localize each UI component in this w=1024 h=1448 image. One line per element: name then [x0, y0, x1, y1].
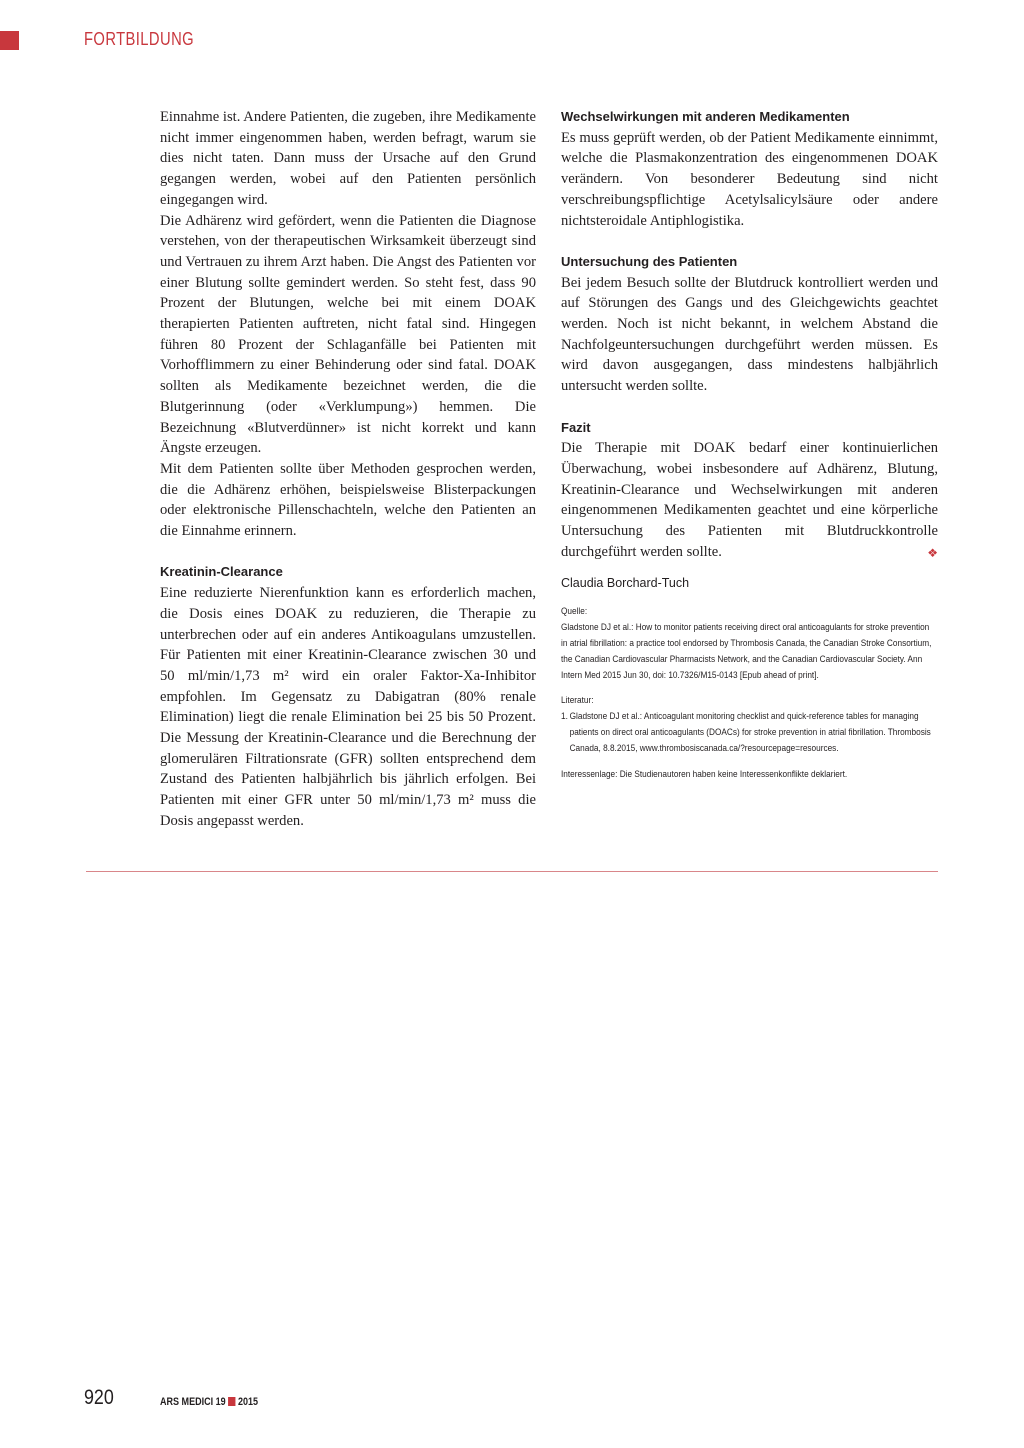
journal-year: 2015	[237, 1396, 259, 1408]
reference-item	[561, 709, 937, 756]
literature-label: Literatur:	[561, 695, 594, 707]
paragraph: Es muss geprüft werden, ob der Patient Medikamente einnimmt, welche die Plasmakonzentration des eingenommenen DOAK verändern. Von besonderer Bedeutung sind nicht verschreibungspflichtige Acetylsalicylsäure oder andere nichtsteroidale Antiphlogistika.	[561, 129, 938, 229]
paragraph: Bei jedem Besuch sollte der Blutdruck kontrolliert werden und auf Störungen des Gangs und des Gleichgewichts geachtet werden. Noch ist nicht bekannt, in welchem Abstand die Nachfolgeuntersuchungen durchgeführt werden müssen. Es wird davon ausgegangen, dass mindestens halbjährlich untersucht werden sollte.	[561, 274, 938, 395]
left-column	[160, 107, 536, 832]
divider	[86, 871, 938, 872]
author: Claudia Borchard-Tuch	[561, 576, 690, 591]
section-marker	[0, 31, 19, 50]
footer-square-icon	[228, 1397, 235, 1406]
conflict-of-interest: Interessenlage: Die Studienautoren haben keine Interessenkonflikte deklariert.	[561, 768, 848, 780]
subheading-fazit: Fazit	[561, 419, 591, 435]
right-column	[561, 107, 938, 782]
source-text: Gladstone DJ et al.: How to monitor patients receiving direct oral anticoagulants for stroke prevention in atrial fibrillation: a practice tool endorsed by Thrombosis Canada, the Canadian Stroke Consortium, the Canadian Cardiovascular Pharmacists Network, and the Canadian Cardiovascular Society. Ann Intern Med 2015 Jun 30, doi: 10.7326/M15-0143 [Epub ahead of print].	[561, 622, 932, 681]
reference-text: Gladstone DJ et al.: Anticoagulant monitoring checklist and quick-reference tables for managing patients on direct oral anticoagulants (DOACs) for stroke prevention in atrial fibrillation. Thrombosis Canada, 8.8.2015, www.thrombosiscanada.ca/?resourcepage=resources.	[569, 711, 931, 754]
paragraph: Die Adhärenz wird gefördert, wenn die Patienten die Diagnose verstehen, von der therapeutischen Wirksamkeit überzeugt sind und Vertrauen zu ihrem Arzt haben. Die Angst des Patienten vor einer Blutung sollte gemindert werden. So steht fest, dass 90 Prozent der Blutungen, welche bei mit einem DOAK therapierten Patienten auftreten, nicht fatal sind. Hingegen führen 80 Prozent der Schlaganfälle bei Patienten mit Vorhofflimmern zu einer Behinderung oder sind fatal. DOAK sollten als Medikamente bezeichnet werden, die die Blutgerinnung (oder «Verklumpung») hemmen. Die Bezeichnung «Blutverdünner» ist nicht korrekt und kann Ängste erzeugen.	[160, 212, 536, 457]
reference-number: 1.	[561, 711, 568, 723]
end-of-article-icon: ❖	[927, 545, 938, 560]
subheading-kreatinin: Kreatinin-Clearance	[160, 564, 283, 580]
section-title: FORTBILDUNG	[84, 29, 195, 49]
paragraph: Eine reduzierte Nierenfunktion kann es erforderlich machen, die Dosis eines DOAK zu reduzieren, die Therapie zu unterbrechen oder auf ein anderes Antikoagulans umzustellen. Für Patienten mit einer Kreatinin-Clearance zwischen 30 und 50 ml/min/1,73 m² wird ein oraler Faktor-Xa-Inhibitor empfohlen. Im Gegensatz zu Dabigatran (80% renale Elimination) liegt die renale Elimination bei 25 bis 50 Prozent. Die Messung der Kreatinin-Clearance und die Berechnung der glomerulären Filtrationsrate (GFR) sollten entsprechend dem Zustand des Patienten halbjährlich bis jährlich erfolgen. Bei Patienten mit einer GFR unter 50 ml/min/1,73 m² muss die Dosis angepasst werden.	[160, 585, 536, 829]
paragraph: Einnahme ist. Andere Patienten, die zugeben, ihre Medikamente nicht immer eingenommen haben, werden befragt, warum sie dies nicht taten. Dann muss der Ursache auf den Grund gegangen werden, wobei auf den Patienten persönlich eingegangen wird.	[160, 109, 536, 208]
journal-name: ARS MEDICI 19	[160, 1396, 226, 1408]
page-number: 920	[84, 1386, 114, 1409]
fazit-text: Die Therapie mit DOAK bedarf einer kontinuierlichen Überwachung, wobei insbesondere auf Adhärenz, Blutung, Kreatinin-Clearance und Wechselwirkungen mit anderen eingenommenen Medikamenten geachtet und eine körperliche Untersuchung des Patienten mit Blutdruckkontrolle durchgeführt werden sollte.	[561, 440, 938, 560]
journal-footer	[160, 1396, 258, 1408]
paragraph-fazit	[561, 438, 938, 562]
paragraph: Mit dem Patienten sollte über Methoden gesprochen werden, die die Adhärenz erhöhen, beispielsweise Blisterpackungen oder elektronische Pillenschachteln, welche den Patienten an die Einnahme erinnern.	[160, 460, 536, 540]
subheading-wechselwirkungen: Wechselwirkungen mit anderen Medikamenten	[561, 109, 850, 124]
subheading-untersuchung: Untersuchung des Patienten	[561, 253, 738, 269]
source-label: Quelle:	[561, 606, 588, 618]
